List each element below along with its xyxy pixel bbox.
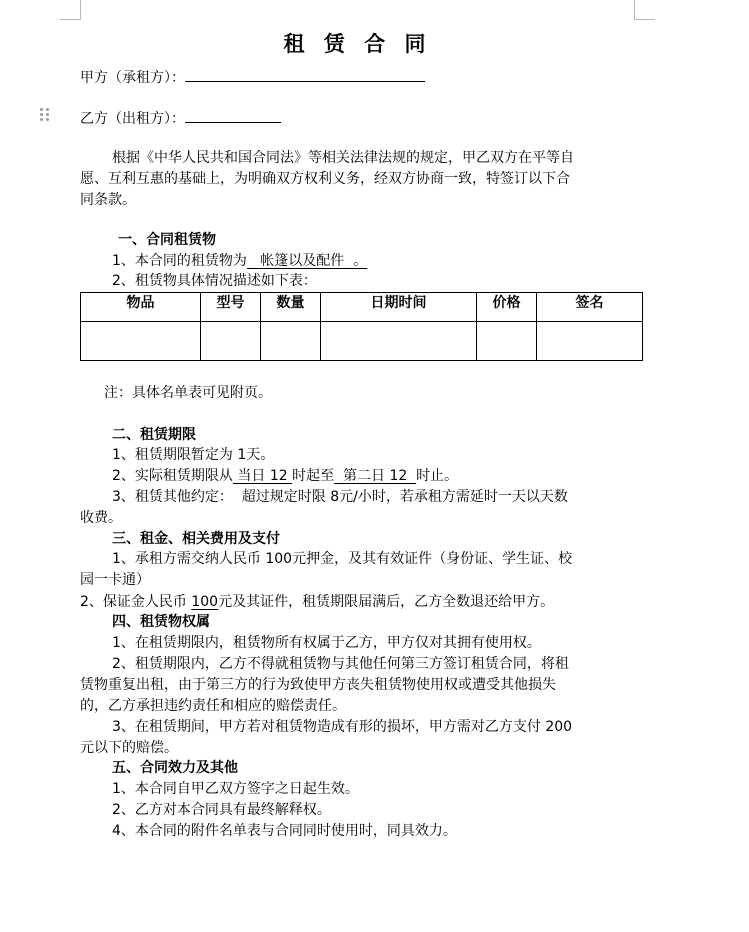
section-2-item-2-mid: 时起至: [292, 468, 335, 484]
intro-line-2: 愿、互利互惠的基础上，为明确双方权利义务，经双方协商一致，特签订以下合: [80, 171, 570, 187]
intro-line-3: 同条款。: [80, 192, 136, 208]
column-header-signature: 签名: [537, 293, 643, 322]
section-2-item-3-line-2: 收费。: [80, 510, 122, 526]
section-2-item-1: 1、租赁期限暂定为 1天。: [112, 447, 275, 463]
section-2-heading: 二、租赁期限: [112, 427, 196, 443]
column-header-price: 价格: [477, 293, 537, 322]
crop-mark-top-left-horizontal: [60, 19, 80, 20]
table-row: [81, 322, 643, 361]
section-4-item-3-line-2: 元以下的赔偿。: [80, 740, 178, 756]
crop-mark-top-right-horizontal: [635, 19, 655, 20]
party-b-label: 乙方（出租方）：: [80, 111, 185, 127]
table-cell-model[interactable]: [201, 322, 261, 361]
table-cell-quantity[interactable]: [261, 322, 321, 361]
crop-mark-top-left-vertical: [80, 0, 81, 20]
column-header-datetime: 日期时间: [321, 293, 477, 322]
drag-handle-icon[interactable]: [40, 108, 50, 124]
section-4-item-3-line-1: 3、在租赁期间，甲方若对租赁物造成有形的损坏，甲方需对乙方支付 200: [112, 719, 573, 735]
party-a-label: 甲方（承租方）：: [80, 70, 185, 86]
section-4-heading: 四、租赁物权属: [112, 614, 210, 630]
section-3-item-2-prefix: 2、保证金人民币: [80, 594, 192, 610]
table-cell-signature[interactable]: [537, 322, 643, 361]
section-5-item-3: 4、本合同的附件名单表与合同同时使用时，同具效力。: [112, 823, 457, 839]
section-2-item-2: [112, 466, 458, 486]
section-1-heading: 一、合同租赁物: [118, 232, 216, 248]
rental-end-time: 第二日 12: [334, 468, 417, 484]
section-3-item-2: [80, 592, 554, 612]
section-5-item-2: 2、乙方对本合同具有最终解释权。: [112, 802, 331, 818]
party-a-line: [80, 64, 425, 84]
intro-line-1: 根据《中华人民共和国合同法》等相关法律法规的规定，甲乙双方在平等自: [112, 150, 574, 166]
section-4-item-2-line-2: 赁物重复出租，由于第三方的行为致使甲方丧失租赁物使用权或遭受其他损失: [80, 677, 556, 693]
section-3-item-2-suffix: 元及其证件，租赁期限届满后，乙方全数退还给甲方。: [218, 594, 555, 610]
column-header-model: 型号: [201, 293, 261, 322]
section-4-item-2-line-1: 2、租赁期限内，乙方不得就租赁物与其他任何第三方签订租赁合同，将租: [112, 656, 569, 672]
table-header-row: [81, 293, 643, 322]
party-b-blank[interactable]: [185, 105, 281, 123]
section-2-item-2-suffix: 时止。: [416, 468, 459, 484]
rental-start-time: 当日 12: [232, 468, 293, 484]
section-1-item-1-prefix: 1、本合同的租赁物为: [112, 253, 247, 269]
section-3-item-1-line-1: 1、承租方需交纳人民币 100元押金，及其有效证件（身份证、学生证、校: [112, 551, 573, 567]
column-header-quantity: 数量: [261, 293, 321, 322]
section-2-item-3-line-1: 3、租赁其他约定： 超过规定时限 8元/小时，若承租方需延时一天以天数: [112, 489, 568, 505]
section-4-item-2-line-3: 的，乙方承担违约责任和相应的赔偿责任。: [80, 698, 346, 714]
table-note: 注：具体名单表可见附页。: [104, 385, 272, 401]
table-cell-item[interactable]: [81, 322, 201, 361]
section-5-heading: 五、合同效力及其他: [112, 760, 238, 776]
section-3-heading: 三、租金、相关费用及支付: [112, 531, 280, 547]
section-4-item-1: 1、在租赁期限内，租赁物所有权属于乙方，甲方仅对其拥有使用权。: [112, 635, 541, 651]
crop-mark-top-right-vertical: [634, 0, 635, 20]
rental-item-value: 帐篷以及配件 。: [246, 253, 368, 269]
contract-title: 租 赁 合 同: [283, 31, 432, 56]
section-1-item-1: [112, 251, 367, 271]
section-1-item-2: 2、租赁物具体情况描述如下表：: [112, 273, 317, 289]
section-3-item-1-line-2: 园一卡通）: [80, 572, 150, 588]
section-2-item-2-prefix: 2、实际租赁期限从: [112, 468, 233, 484]
party-a-blank[interactable]: [185, 64, 425, 82]
table-cell-price[interactable]: [477, 322, 537, 361]
rental-items-table: [80, 292, 643, 361]
column-header-item: 物品: [81, 293, 201, 322]
deposit-amount: 100: [191, 594, 219, 610]
section-5-item-1: 1、本合同自甲乙双方签字之日起生效。: [112, 781, 359, 797]
table-cell-datetime[interactable]: [321, 322, 477, 361]
party-b-line: [80, 105, 281, 125]
